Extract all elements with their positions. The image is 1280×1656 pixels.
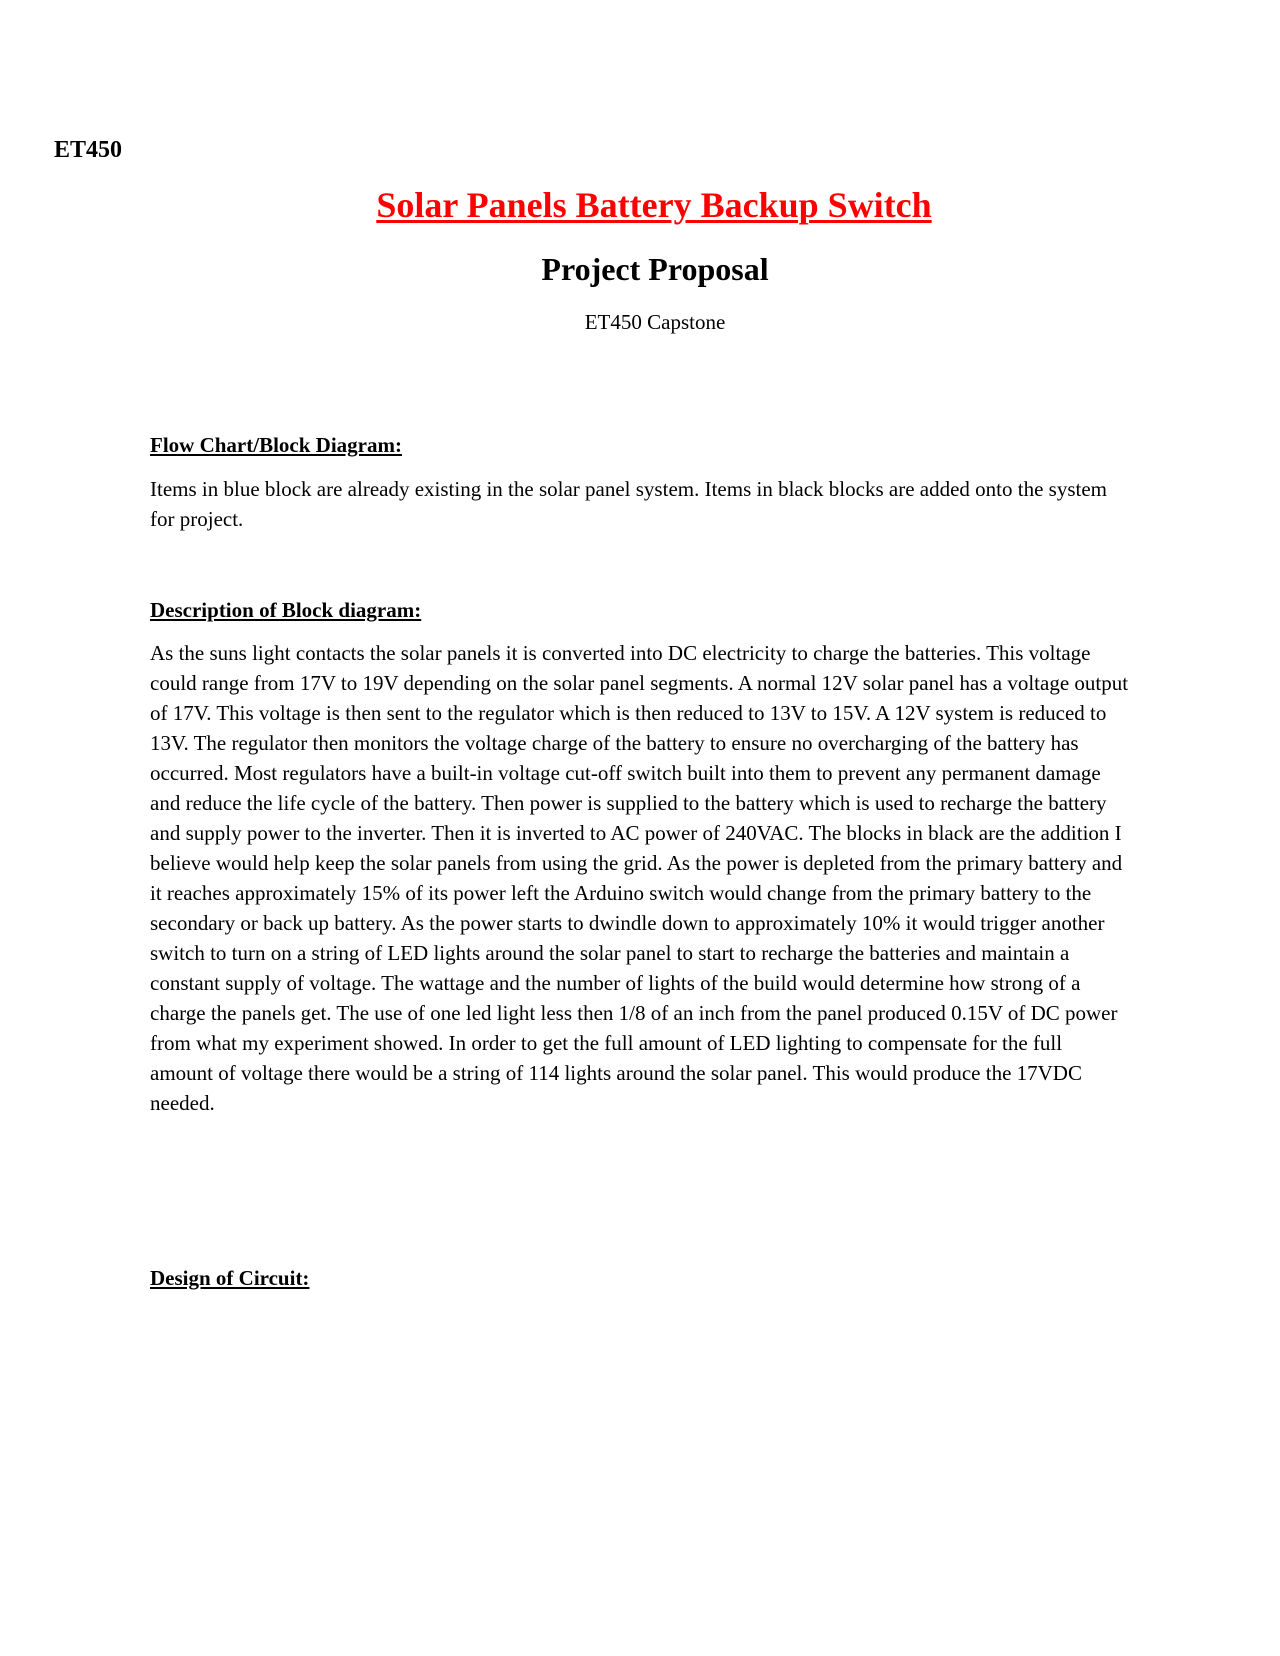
description-heading: Description of Block diagram: [150,598,422,622]
document-subtitle: Project Proposal [541,251,769,287]
course-name: ET450 Capstone [584,310,726,334]
flow-chart-heading: Flow Chart/Block Diagram: [150,433,402,457]
flow-chart-paragraph: Items in blue block are already existing in the solar panel system. Items in black blocks are added onto the system for project. [150,477,1107,531]
description-paragraph: As the suns light contacts the solar panels it is converted into DC electricity to charge the batteries. This voltage could range from 17V to 19V depending on the solar panel segments. A normal 12V solar panel has a voltage output of 17V. This voltage is then sent to the regulator which is then reduced to 13V to 15V. A 12V system is reduced to 13V. The regulator then monitors the voltage charge of the battery to ensure no overcharging of the battery has occurred. Most regulators have a built-in voltage cut-off switch built into them to prevent any permanent damage and reduce the life cycle of the battery. Then power is supplied to the battery which is used to recharge the battery and supply power to the inverter. Then it is inverted to AC power of 240VAC. The blocks in black are the addition I believe would help keep the solar panels from using the grid. As the power is depleted from the primary battery and it reaches approximately 15% of its power left the Arduino switch would change from the primary battery to the secondary or back up battery. As the power starts to dwindle down to approximately 10% it would trigger another switch to turn on a string of LED lights around the solar panel to start to recharge the batteries and maintain a constant supply of voltage. The wattage and the number of lights of the build would determine how strong of a charge the panels get. The use of one led light less then 1/8 of an inch from the panel produced 0.15V of DC power from what my experiment showed. In order to get the full amount of LED lighting to compensate for the full amount of voltage there would be a string of 114 lights around the solar panel. This would produce the 17VDC needed. [150,641,1129,1115]
design-heading: Design of Circuit: [150,1266,310,1290]
document-title: Solar Panels Battery Backup Switch [376,185,932,225]
course-code-header: ET450 [54,137,123,163]
